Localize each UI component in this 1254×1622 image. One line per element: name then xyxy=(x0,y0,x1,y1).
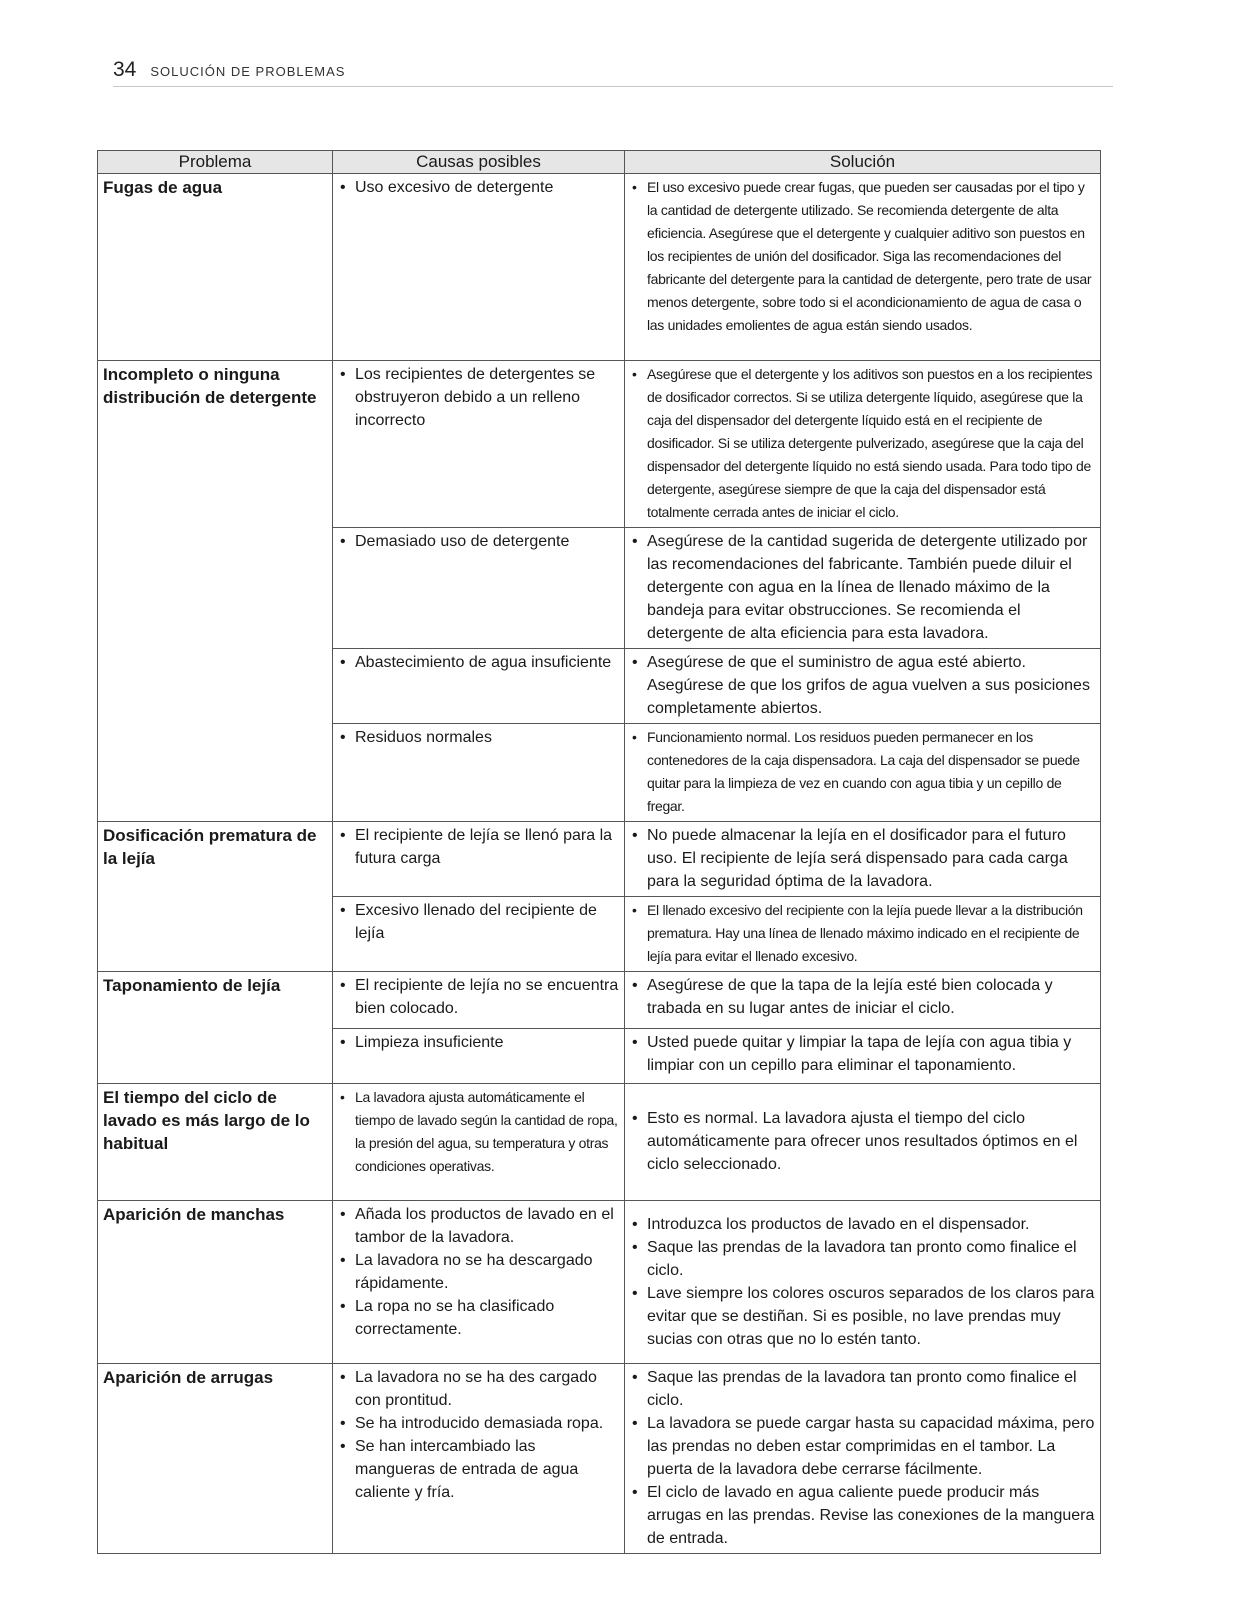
solution-item: • El ciclo de lavado en agua caliente puede producir más arrugas en las prendas. Revise las conexiones de la manguera de entrada. xyxy=(629,1481,1096,1550)
problem-cell: Incompleto o ninguna distribución de detergente xyxy=(98,361,333,822)
solution-cell xyxy=(625,1029,1101,1084)
solution-item: • Funcionamiento normal. Los residuos pueden permanecer en los contenedores de la caja dispensadora. La caja del dispensador se puede quitar para la limpieza de vez en cuando con agua tibia y un cepillo de fregar. xyxy=(629,726,1096,818)
solution-item: • El uso excesivo puede crear fugas, que pueden ser causadas por el tipo y la cantidad de detergente utilizado. Se recomienda detergente de alta eficiencia. Asegúrese que el detergente y cualquier aditivo son puestos en los recipientes de unión del dosificador. Siga las recomendaciones del fabricante del detergente para la cantidad de detergente, pero trate de usar menos detergente, sobre todo si el acondicionamiento de agua de casa o las unidades emolientes de agua están siendo usados. xyxy=(629,176,1096,337)
causes-cell xyxy=(333,1364,625,1554)
cause-item: • La lavadora no se ha descargado rápidamente. xyxy=(337,1249,620,1295)
page-number: 34 xyxy=(113,58,137,81)
solution-item: • Saque las prendas de la lavadora tan pronto como finalice el ciclo. xyxy=(629,1236,1096,1282)
column-header-causes: Causas posibles xyxy=(333,151,625,174)
cause-item: • Los recipientes de detergentes se obstruyeron debido a un relleno incorrecto xyxy=(337,363,620,432)
solution-cell xyxy=(625,174,1101,361)
solution-cell xyxy=(625,528,1101,649)
solution-cell xyxy=(625,822,1101,897)
problem-cell: Fugas de agua xyxy=(98,174,333,361)
table-row xyxy=(98,1201,1101,1364)
solution-cell xyxy=(625,361,1101,528)
table-header-row xyxy=(98,151,1101,174)
solution-item: • Asegúrese de que el suministro de agua esté abierto. Asegúrese de que los grifos de agua vuelven a sus posiciones completamente abiertos. xyxy=(629,651,1096,720)
table-row xyxy=(98,1084,1101,1201)
causes-cell xyxy=(333,1029,625,1084)
column-header-problem: Problema xyxy=(98,151,333,174)
solution-item: • Esto es normal. La lavadora ajusta el tiempo del ciclo automáticamente para ofrecer unos resultados óptimos en el ciclo seleccionado. xyxy=(629,1107,1096,1176)
problem-cell: Dosificación prematura de la lejía xyxy=(98,822,333,972)
table-row xyxy=(98,1364,1101,1554)
cause-item: • Residuos normales xyxy=(337,726,620,749)
troubleshooting-table xyxy=(97,150,1101,1554)
causes-cell xyxy=(333,897,625,972)
cause-item: • Limpieza insuficiente xyxy=(337,1031,620,1054)
solution-item: • Saque las prendas de la lavadora tan pronto como finalice el ciclo. xyxy=(629,1366,1096,1412)
cause-item: • Excesivo llenado del recipiente de lejía xyxy=(337,899,620,945)
causes-cell xyxy=(333,1084,625,1201)
solution-cell xyxy=(625,724,1101,822)
solution-cell xyxy=(625,1364,1101,1554)
table-row xyxy=(98,174,1101,361)
cause-item: • La lavadora no se ha des cargado con prontitud. xyxy=(337,1366,620,1412)
solution-cell xyxy=(625,897,1101,972)
solution-item: • Asegúrese que el detergente y los aditivos son puestos en a los recipientes de dosificador correctos. Si se utiliza detergente líquido, asegúrese que la caja del dispensador del detergente líquido está en el recipiente de dosificador. Si se utiliza detergente pulverizado, asegúrese que la caja del dispensador del detergente líquido no está siendo usada. Para todo tipo de detergente, asegúrese siempre de que la caja del dispensador está totalmente cerrada antes de iniciar el ciclo. xyxy=(629,363,1096,524)
solution-item: • Asegúrese de la cantidad sugerida de detergente utilizado por las recomendaciones del fabricante. También puede diluir el detergente con agua en la línea de llenado máximo de la bandeja para evitar obstrucciones. Se recomienda el detergente de alta eficiencia para esta lavadora. xyxy=(629,530,1096,645)
cause-item: • Abastecimiento de agua insuficiente xyxy=(337,651,620,674)
solution-item: • Asegúrese de que la tapa de la lejía esté bien colocada y trabada en su lugar antes de iniciar el ciclo. xyxy=(629,974,1096,1020)
cause-item: • El recipiente de lejía no se encuentra bien colocado. xyxy=(337,974,620,1020)
cause-item: • Se ha introducido demasiada ropa. xyxy=(337,1412,620,1435)
causes-cell xyxy=(333,1201,625,1364)
problem-cell: Aparición de arrugas xyxy=(98,1364,333,1554)
page-header xyxy=(113,58,1113,87)
cause-item: • Se han intercambiado las mangueras de entrada de agua caliente y fría. xyxy=(337,1435,620,1504)
causes-cell xyxy=(333,361,625,528)
causes-cell xyxy=(333,822,625,897)
causes-cell xyxy=(333,528,625,649)
section-title: SOLUCIÓN DE PROBLEMAS xyxy=(150,64,346,79)
cause-item: • La lavadora ajusta automáticamente el tiempo de lavado según la cantidad de ropa, la presión del agua, su temperatura y otras condiciones operativas. xyxy=(337,1086,620,1178)
problem-cell: El tiempo del ciclo de lavado es más largo de lo habitual xyxy=(98,1084,333,1201)
cause-item: • Demasiado uso de detergente xyxy=(337,530,620,553)
problem-cell: Aparición de manchas xyxy=(98,1201,333,1364)
cause-item: • La ropa no se ha clasificado correctamente. xyxy=(337,1295,620,1341)
causes-cell xyxy=(333,972,625,1029)
solution-item: • No puede almacenar la lejía en el dosificador para el futuro uso. El recipiente de lejía será dispensado para cada carga para la seguridad óptima de la lavadora. xyxy=(629,824,1096,893)
solution-item: • La lavadora se puede cargar hasta su capacidad máxima, pero las prendas no deben estar comprimidas en el tambor. La puerta de la lavadora debe cerrarse fácilmente. xyxy=(629,1412,1096,1481)
causes-cell xyxy=(333,724,625,822)
solution-item: • Introduzca los productos de lavado en el dispensador. xyxy=(629,1213,1096,1236)
cause-item: • El recipiente de lejía se llenó para la futura carga xyxy=(337,824,620,870)
solution-cell xyxy=(625,972,1101,1029)
solution-item: • Usted puede quitar y limpiar la tapa de lejía con agua tibia y limpiar con un cepillo para eliminar el taponamiento. xyxy=(629,1031,1096,1077)
solution-item: • Lave siempre los colores oscuros separados de los claros para evitar que se destiñan. Si es posible, no lave prendas muy sucias con otras que no lo estén tanto. xyxy=(629,1282,1096,1351)
cause-item: • Añada los productos de lavado en el tambor de la lavadora. xyxy=(337,1203,620,1249)
solution-item: • El llenado excesivo del recipiente con la lejía puede llevar a la distribución prematura. Hay una línea de llenado máximo indicado en el recipiente de lejía para evitar el llenado excesivo. xyxy=(629,899,1096,968)
causes-cell xyxy=(333,174,625,361)
solution-cell xyxy=(625,1201,1101,1364)
table-row xyxy=(98,361,1101,528)
solution-cell xyxy=(625,1084,1101,1201)
column-header-solution: Solución xyxy=(625,151,1101,174)
cause-item: • Uso excesivo de detergente xyxy=(337,176,620,199)
problem-cell: Taponamiento de lejía xyxy=(98,972,333,1084)
table-row xyxy=(98,972,1101,1029)
causes-cell xyxy=(333,649,625,724)
table-row xyxy=(98,822,1101,897)
solution-cell xyxy=(625,649,1101,724)
